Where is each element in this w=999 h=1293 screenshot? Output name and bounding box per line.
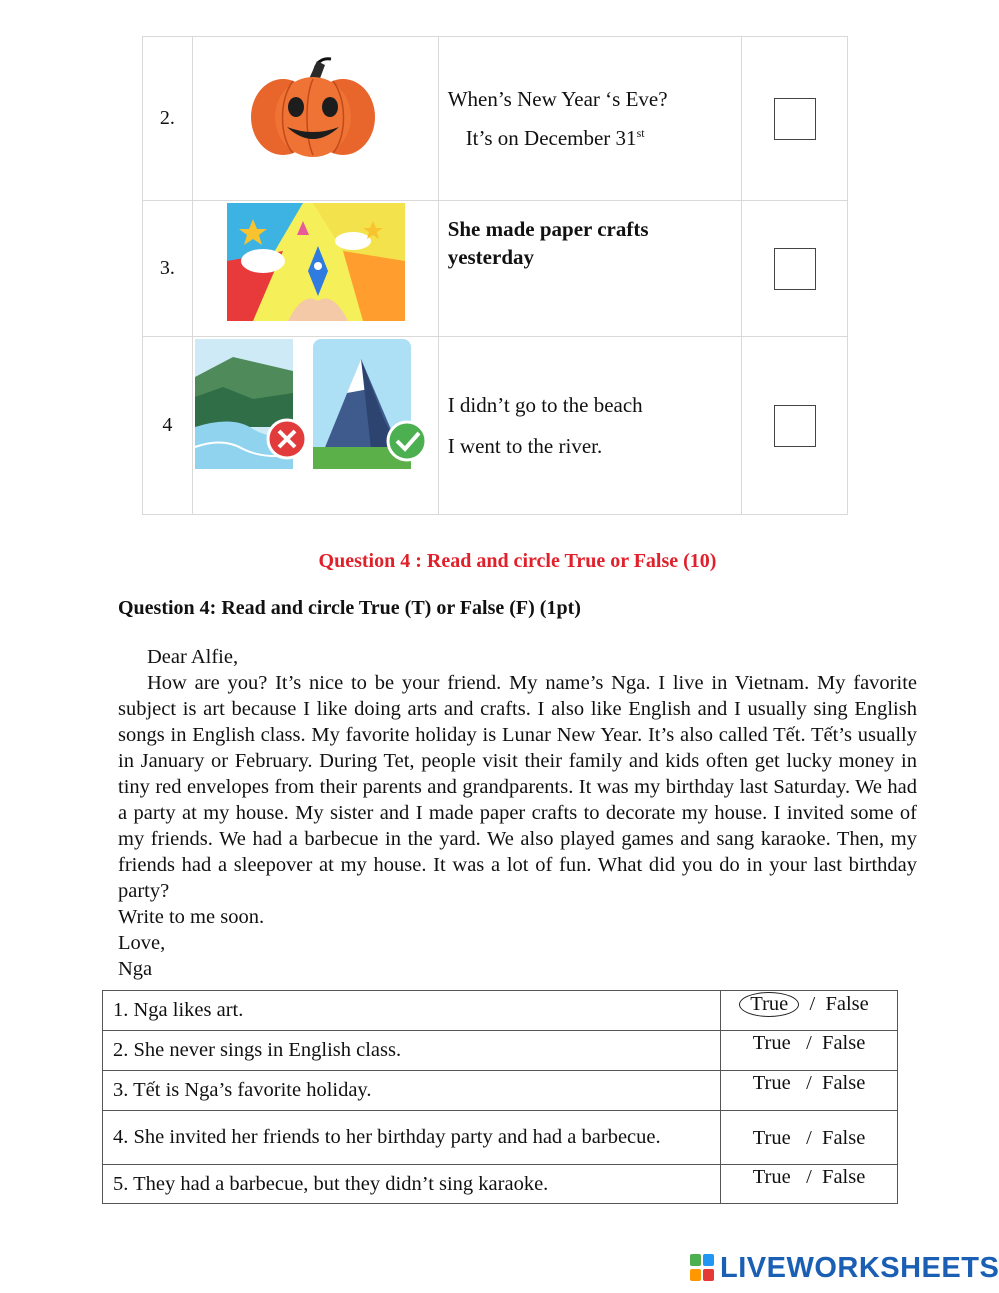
row-number: 4 bbox=[143, 337, 193, 515]
separator: / bbox=[806, 1126, 812, 1149]
true-option-circled[interactable]: True bbox=[739, 992, 799, 1017]
separator: / bbox=[806, 1072, 812, 1094]
answer-cell bbox=[742, 201, 848, 337]
tf-statement: 4. She invited her friends to her birthday party and had a barbecue. bbox=[103, 1111, 721, 1165]
answer-box[interactable] bbox=[774, 248, 816, 290]
answer-cell bbox=[742, 37, 848, 201]
image-cell bbox=[192, 201, 438, 337]
text-line-1: When’s New Year ‘s Eve? bbox=[447, 87, 668, 112]
tf-row bbox=[103, 1165, 898, 1204]
true-false-table bbox=[102, 990, 898, 1204]
row-number: 2. bbox=[143, 37, 193, 201]
answer-box[interactable] bbox=[774, 405, 816, 447]
false-option[interactable]: False bbox=[822, 1072, 866, 1094]
row-number: 3. bbox=[143, 201, 193, 337]
false-option[interactable]: False bbox=[825, 993, 869, 1015]
letter-name: Nga bbox=[118, 958, 153, 980]
answer-cell bbox=[742, 337, 848, 515]
separator: / bbox=[806, 1032, 812, 1054]
tf-row bbox=[103, 1071, 898, 1111]
tf-choice-cell bbox=[721, 1111, 898, 1165]
true-option[interactable]: True bbox=[752, 1072, 791, 1094]
tf-row bbox=[103, 991, 898, 1031]
tf-statement: 2. She never sings in English class. bbox=[103, 1031, 721, 1071]
logo-icon bbox=[690, 1254, 716, 1282]
tf-statement: 3. Tết is Nga’s favorite holiday. bbox=[103, 1071, 721, 1111]
image-cell bbox=[192, 37, 438, 201]
pumpkin-image bbox=[193, 37, 438, 200]
false-option[interactable]: False bbox=[822, 1032, 866, 1054]
text-line-2: I went to the river. bbox=[447, 433, 603, 458]
letter-body: How are you? It’s nice to be your friend. My name’s Nga. I live in Vietnam. My favorite subject is art because I like doing arts and crafts. I also like English and I usually sing English songs in English class. My favorite holiday is Lunar New Year. It’s also called Tết. Tết’s usually in January or February. During Tet, people visit their family and kids often get lucky money in tiny red envelopes from their parents and grandparents. It was my birthday last Saturday. We had a party at my house. My sister and I made paper crafts to decorate my house. I invited some of my friends. We had a barbecue in the yard. We also played games and sang karaoke. Then, my friends had a sleepover at my house. It was a lot of fun. What did you do in your last birthday party? bbox=[118, 672, 917, 902]
question-text-cell bbox=[438, 201, 742, 337]
false-option[interactable]: False bbox=[822, 1126, 866, 1149]
matching-row bbox=[143, 37, 848, 201]
image-cell bbox=[192, 337, 438, 515]
text-line-2: yesterday bbox=[447, 245, 534, 270]
matching-row bbox=[143, 337, 848, 515]
tf-choice-cell bbox=[721, 1031, 898, 1071]
tf-choice-cell bbox=[721, 1165, 898, 1204]
tf-statement: 5. They had a barbecue, but they didn’t sing karaoke. bbox=[103, 1165, 721, 1204]
paper-crafts-image bbox=[193, 201, 438, 336]
text-line-1: I didn’t go to the beach bbox=[447, 393, 643, 418]
letter-signoff: Love, bbox=[118, 932, 166, 954]
question-text-cell bbox=[438, 37, 742, 201]
tf-row bbox=[103, 1031, 898, 1071]
text-line-2-main: It’s on December 31 bbox=[465, 125, 637, 150]
tf-statement: 1. Nga likes art. bbox=[103, 991, 721, 1031]
true-option[interactable]: True bbox=[752, 1032, 791, 1054]
true-option[interactable]: True bbox=[752, 1166, 791, 1188]
tf-choice-cell bbox=[721, 991, 898, 1031]
separator: / bbox=[809, 993, 816, 1015]
letter bbox=[118, 644, 917, 982]
answer-box[interactable] bbox=[774, 98, 816, 140]
matching-table bbox=[142, 36, 848, 515]
letter-greeting: Dear Alfie, bbox=[147, 646, 239, 668]
superscript: st bbox=[636, 125, 645, 140]
letter-closing-line: Write to me soon. bbox=[118, 906, 265, 928]
text-line-1: She made paper crafts bbox=[447, 217, 649, 241]
logo-text: LIVEWORKSHEETS bbox=[720, 1251, 999, 1284]
liveworksheets-logo[interactable] bbox=[690, 1251, 999, 1285]
separator: / bbox=[806, 1166, 812, 1188]
tf-row bbox=[103, 1111, 898, 1165]
text-line-2 bbox=[448, 124, 742, 152]
false-option[interactable]: False bbox=[822, 1166, 866, 1188]
question-title: Question 4: Read and circle True (T) or False (F) (1pt) bbox=[118, 597, 581, 619]
question-heading-red: Question 4 : Read and circle True or False (10) bbox=[318, 550, 717, 572]
true-option[interactable]: True bbox=[752, 1126, 791, 1149]
river-mountain-image bbox=[193, 337, 438, 514]
question-text-cell bbox=[438, 337, 742, 515]
matching-row bbox=[143, 201, 848, 337]
tf-choice-cell bbox=[721, 1071, 898, 1111]
